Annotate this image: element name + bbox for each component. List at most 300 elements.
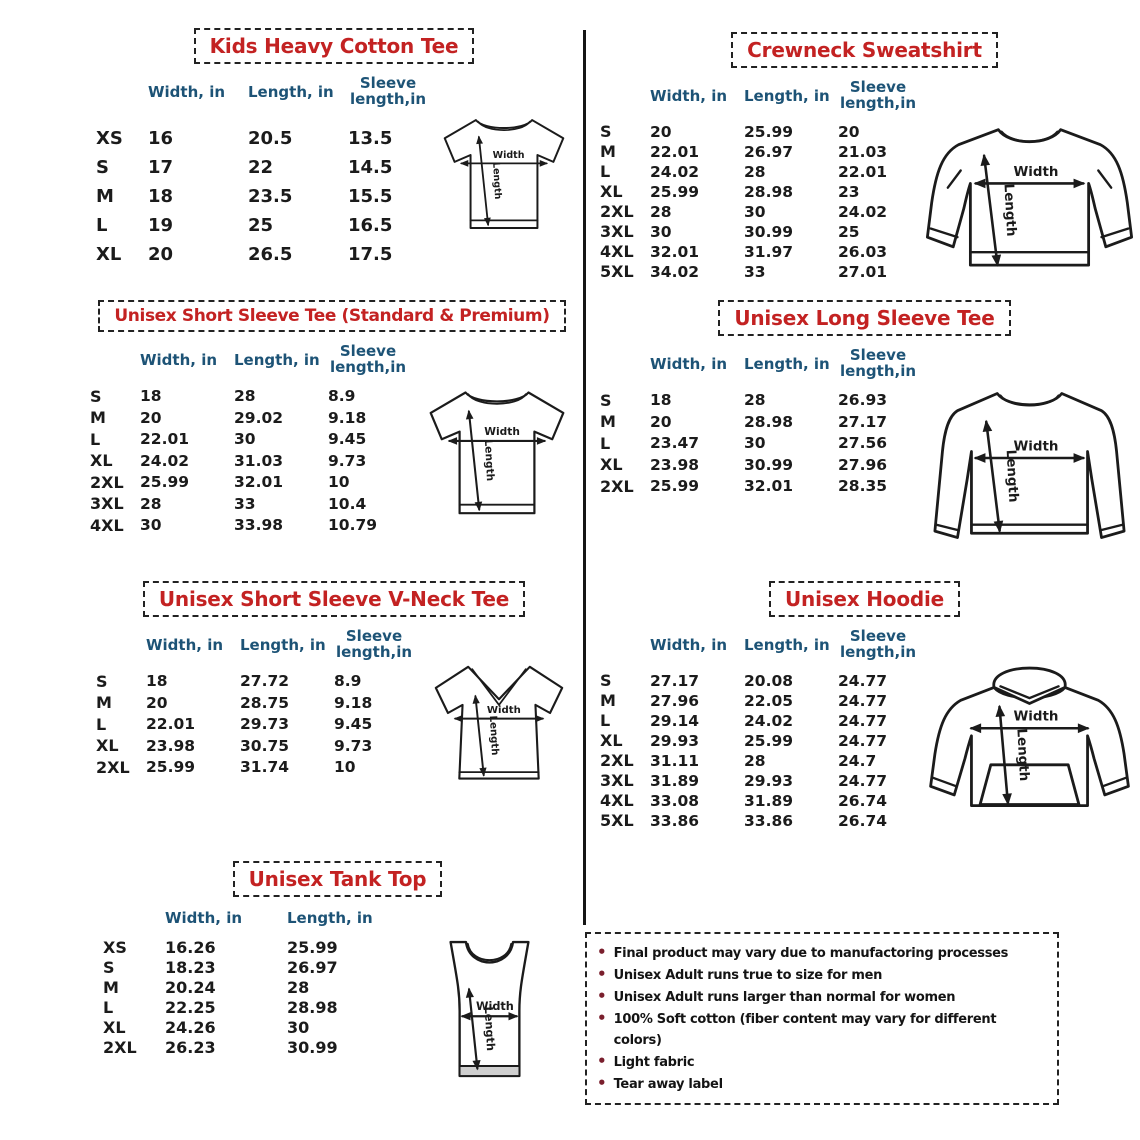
section-title-text: Unisex Tank Top — [248, 867, 427, 891]
section-title-text: Unisex Short Sleeve V-Neck Tee — [158, 587, 510, 611]
garment-drawing — [922, 106, 1137, 300]
measurement-value: 33.98 — [234, 516, 284, 535]
table-row — [96, 671, 418, 693]
measurement-value: 28.98 — [744, 412, 794, 431]
measurement-value: 29.02 — [234, 408, 284, 427]
size-label: S — [103, 957, 115, 977]
tank-top-illustration — [399, 933, 580, 1096]
measurement-value: 23.98 — [146, 736, 196, 755]
measurement-value: 9.18 — [334, 693, 373, 712]
size-label: L — [103, 997, 114, 1017]
table-row — [96, 124, 428, 153]
table-row — [103, 977, 399, 997]
measurement-value: 27.17 — [838, 412, 888, 431]
kids-tee-illustration — [428, 78, 580, 269]
table-row — [600, 142, 922, 162]
measurement-value: 30.99 — [287, 1037, 338, 1057]
note-item — [597, 1008, 1047, 1051]
measurement-value: 18.23 — [165, 957, 216, 977]
bullet-icon — [597, 964, 607, 985]
size-label: XL — [90, 451, 113, 471]
measurement-value: 13.5 — [348, 127, 393, 149]
section-content — [592, 80, 1137, 300]
measurement-value: 31.89 — [650, 771, 700, 790]
size-label: 2XL — [600, 751, 634, 770]
size-label: M — [96, 693, 112, 713]
section-title — [233, 861, 443, 897]
table-row — [600, 262, 922, 282]
size-label: 4XL — [600, 791, 634, 810]
vneck-tee-illustration — [418, 649, 580, 795]
length-label: Length — [1013, 728, 1032, 782]
measurement-value: 30.99 — [744, 455, 794, 474]
measurement-value: 28.35 — [838, 477, 888, 496]
table-row — [96, 211, 428, 240]
measurement-value: 26.97 — [287, 957, 338, 977]
measurement-value: 25 — [248, 214, 274, 236]
note-item — [597, 964, 1047, 986]
size-label: 2XL — [600, 476, 634, 496]
measurement-value: 31.03 — [234, 451, 284, 470]
bullet-icon — [597, 986, 607, 1007]
measurement-value: 26.03 — [838, 242, 888, 261]
size-label: XL — [600, 731, 623, 750]
note-text: 100% Soft cotton (fiber content may vary for different colors) — [613, 1012, 997, 1048]
length-label: Length — [1000, 183, 1019, 237]
section-title-text: Kids Heavy Cotton Tee — [209, 34, 459, 58]
table-row — [90, 450, 412, 472]
notes-box — [585, 932, 1059, 1105]
column-header: Sleeve length,in — [329, 342, 407, 376]
size-label: XL — [103, 1017, 126, 1037]
table-row — [600, 711, 922, 731]
column-header: Length, in — [744, 354, 830, 373]
measurement-value: 31.89 — [744, 791, 794, 810]
table-row — [90, 472, 412, 494]
measurement-value: 24.02 — [140, 451, 190, 470]
size-label: 2XL — [90, 472, 124, 492]
garment-drawing — [412, 368, 582, 536]
table-row — [103, 1037, 399, 1057]
measurement-value: 28 — [287, 977, 310, 997]
column-header: Width, in — [650, 635, 728, 654]
measurement-value: 25.99 — [146, 758, 196, 777]
length-label: Length — [481, 1006, 498, 1052]
measurement-value: 20 — [650, 122, 672, 141]
section-content — [82, 344, 582, 536]
measurement-value: 9.18 — [328, 408, 367, 427]
column-header: Width, in — [146, 635, 224, 654]
measurement-value: 25.99 — [140, 473, 190, 492]
note-text: Tear away label — [613, 1077, 723, 1092]
note-text: Unisex Adult runs larger than normal for women — [613, 990, 956, 1005]
size-label: 4XL — [600, 242, 634, 261]
measurement-value: 26.23 — [165, 1037, 216, 1057]
measurement-value: 20.08 — [744, 671, 794, 690]
measurement-value: 22.01 — [650, 142, 700, 161]
table-row — [600, 454, 922, 476]
size-label: S — [600, 390, 612, 410]
size-label: L — [600, 162, 611, 181]
measurement-value: 28 — [140, 494, 162, 513]
column-header: Sleeve length,in — [839, 627, 917, 661]
size-label: XS — [103, 937, 127, 957]
measurement-value: 27.56 — [838, 434, 888, 453]
table-row — [600, 433, 922, 455]
measurement-value: 34.02 — [650, 262, 700, 281]
section-title — [194, 28, 475, 64]
column-header: Length, in — [240, 635, 326, 654]
section-unisex-long-sleeve-tee — [592, 300, 1137, 566]
section-content — [88, 629, 580, 795]
section-title-text: Unisex Hoodie — [784, 587, 945, 611]
column-header: Length, in — [234, 350, 320, 369]
table-row — [96, 153, 428, 182]
garment-drawing — [922, 372, 1137, 566]
measurement-value: 32.01 — [650, 242, 700, 261]
column-header: Sleeve length,in — [335, 627, 413, 661]
table-row — [600, 162, 922, 182]
width-label: Width — [492, 150, 525, 162]
measurement-value: 16 — [148, 127, 174, 149]
width-label: Width — [484, 425, 520, 438]
measurement-value: 30 — [744, 202, 766, 221]
size-label: L — [96, 214, 108, 236]
measurement-value: 9.45 — [334, 715, 373, 734]
measurement-value: 31.11 — [650, 751, 700, 770]
measurement-value: 20 — [140, 408, 162, 427]
note-text: Final product may vary due to manufactoring processes — [613, 946, 1009, 961]
section-title — [718, 300, 1010, 336]
note-item — [597, 1051, 1047, 1073]
section-unisex-short-sleeve-tee — [82, 300, 582, 536]
size-label: L — [90, 429, 101, 449]
measurement-value: 8.9 — [328, 387, 356, 406]
size-label: M — [600, 412, 616, 432]
size-label: 5XL — [600, 811, 634, 830]
measurement-value: 33.86 — [744, 811, 794, 830]
table-row — [90, 515, 412, 537]
size-label: XS — [96, 127, 123, 149]
measurement-value: 20 — [148, 243, 174, 265]
size-label: 4XL — [90, 515, 124, 535]
measurement-value: 29.93 — [650, 731, 700, 750]
measurement-value: 25.99 — [744, 731, 794, 750]
section-content — [95, 909, 580, 1096]
measurement-value: 18 — [146, 672, 168, 691]
measurement-value: 28.98 — [744, 182, 794, 201]
measurement-value: 29.73 — [240, 715, 290, 734]
section-unisex-tank-top — [95, 861, 580, 1096]
measurement-value: 27.96 — [650, 691, 700, 710]
column-header: Sleeve length,in — [349, 74, 427, 108]
column-header: Length, in — [744, 86, 830, 105]
measurement-value: 28.98 — [287, 997, 338, 1017]
measurement-value: 24.77 — [838, 711, 888, 730]
measurement-value: 10 — [328, 473, 350, 492]
table-row — [600, 202, 922, 222]
measurement-value: 32.01 — [744, 477, 794, 496]
section-kids-heavy-cotton-tee — [88, 28, 580, 269]
section-title — [143, 581, 525, 617]
bullet-icon — [597, 1008, 607, 1029]
size-label: S — [90, 386, 102, 406]
measurement-value: 22.05 — [744, 691, 794, 710]
size-label: L — [600, 711, 611, 730]
column-header: Width, in — [650, 354, 728, 373]
note-text: Unisex Adult runs true to size for men — [613, 968, 883, 983]
measurement-value: 22.01 — [146, 715, 196, 734]
length-label: Length — [490, 161, 504, 200]
section-crewneck-sweatshirt — [592, 32, 1137, 300]
section-content — [592, 629, 1137, 847]
measurement-value: 23.47 — [650, 434, 700, 453]
measurement-value: 29.14 — [650, 711, 700, 730]
measurement-value: 26.93 — [838, 391, 888, 410]
note-text: Light fabric — [613, 1055, 695, 1070]
measurement-value: 25.99 — [287, 937, 338, 957]
measurement-value: 30 — [234, 430, 256, 449]
measurement-value: 24.7 — [838, 751, 877, 770]
measurement-value: 30 — [287, 1017, 310, 1037]
section-title-text: Unisex Long Sleeve Tee — [734, 306, 995, 330]
table-row — [96, 692, 418, 714]
column-header: Length, in — [287, 909, 373, 927]
measurement-value: 20.5 — [248, 127, 293, 149]
note-item — [597, 1073, 1047, 1095]
hoodie-illustration — [922, 653, 1137, 847]
measurement-value: 22 — [248, 156, 274, 178]
column-header: Sleeve length,in — [839, 346, 917, 380]
measurement-value: 30 — [650, 222, 672, 241]
measurement-value: 28 — [744, 751, 766, 770]
measurement-value: 28 — [744, 391, 766, 410]
table-row — [96, 735, 418, 757]
sweatshirt-illustration — [922, 106, 1137, 300]
table-row — [96, 714, 418, 736]
measurement-value: 28.75 — [240, 693, 290, 712]
table-row — [600, 751, 922, 771]
size-label: 3XL — [600, 222, 634, 241]
column-header: Sleeve length,in — [839, 78, 917, 112]
measurement-value: 16.5 — [348, 214, 393, 236]
table-row — [600, 811, 922, 831]
measurement-value: 23.5 — [248, 185, 293, 207]
measurement-value: 22.01 — [838, 162, 888, 181]
garment-drawing — [418, 649, 580, 795]
measurement-value: 24.02 — [838, 202, 888, 221]
measurement-value: 29.93 — [744, 771, 794, 790]
measurement-value: 10 — [334, 758, 356, 777]
section-unisex-vneck-tee — [88, 581, 580, 795]
table-row — [600, 182, 922, 202]
size-table — [96, 629, 418, 795]
measurement-value: 17 — [148, 156, 174, 178]
measurement-value: 19 — [148, 214, 174, 236]
measurement-value: 24.77 — [838, 771, 888, 790]
size-label: XL — [96, 736, 119, 756]
measurement-value: 9.45 — [328, 430, 367, 449]
garment-drawing — [428, 78, 580, 269]
measurement-value: 24.26 — [165, 1017, 216, 1037]
table-row — [103, 937, 399, 957]
section-unisex-hoodie — [592, 581, 1137, 847]
table-row — [600, 771, 922, 791]
length-label: Length — [486, 715, 500, 756]
garment-drawing — [399, 933, 580, 1096]
table-row — [600, 671, 922, 691]
measurement-value: 24.77 — [838, 731, 888, 750]
measurement-value: 27.72 — [240, 672, 290, 691]
table-row — [90, 407, 412, 429]
size-label: 2XL — [103, 1037, 137, 1057]
measurement-value: 33 — [234, 494, 256, 513]
column-header: Width, in — [165, 909, 243, 927]
measurement-value: 33.08 — [650, 791, 700, 810]
section-title — [769, 581, 960, 617]
table-row — [103, 957, 399, 977]
table-row — [96, 182, 428, 211]
measurement-value: 22.01 — [140, 430, 190, 449]
column-header: Width, in — [148, 82, 226, 101]
size-label: M — [103, 977, 119, 997]
measurement-value: 27.17 — [650, 671, 700, 690]
bullet-icon — [597, 1051, 607, 1072]
size-label: 3XL — [90, 494, 124, 514]
size-table — [600, 80, 922, 300]
measurement-value: 15.5 — [348, 185, 393, 207]
table-row — [96, 240, 428, 269]
measurement-value: 24.77 — [838, 691, 888, 710]
section-title — [731, 32, 998, 68]
section-content — [592, 348, 1137, 566]
measurement-value: 17.5 — [348, 243, 393, 265]
column-header: Width, in — [140, 350, 218, 369]
size-label: S — [600, 671, 612, 690]
measurement-value: 9.73 — [328, 451, 367, 470]
measurement-value: 31.74 — [240, 758, 290, 777]
size-table — [90, 344, 412, 536]
size-label: M — [600, 691, 616, 710]
table-row — [96, 757, 418, 779]
length-label: Length — [481, 439, 498, 482]
size-label: S — [96, 156, 109, 178]
measurement-value: 24.77 — [838, 671, 888, 690]
note-item — [597, 942, 1047, 964]
measurement-value: 30 — [140, 516, 162, 535]
column-header: Length, in — [248, 82, 334, 101]
measurement-value: 28 — [744, 162, 766, 181]
measurement-value: 26.5 — [248, 243, 293, 265]
long-sleeve-tee-illustration — [922, 372, 1137, 566]
measurement-value: 20 — [146, 693, 168, 712]
size-label: 3XL — [600, 771, 634, 790]
measurement-value: 8.9 — [334, 672, 362, 691]
measurement-value: 24.02 — [650, 162, 700, 181]
table-row — [103, 997, 399, 1017]
measurement-value: 20 — [838, 122, 860, 141]
width-label: Width — [1013, 439, 1059, 455]
measurement-value: 24.02 — [744, 711, 794, 730]
length-label: Length — [1002, 449, 1021, 503]
bullet-icon — [597, 1073, 607, 1094]
measurement-value: 26.74 — [838, 811, 888, 830]
table-row — [600, 691, 922, 711]
measurement-value: 10.4 — [328, 494, 367, 513]
size-table — [600, 629, 922, 847]
measurement-value: 31.97 — [744, 242, 794, 261]
measurement-value: 18 — [650, 391, 672, 410]
measurement-value: 14.5 — [348, 156, 393, 178]
table-row — [90, 429, 412, 451]
size-table — [103, 909, 399, 1096]
note-item — [597, 986, 1047, 1008]
measurement-value: 27.01 — [838, 262, 888, 281]
section-title-text: Crewneck Sweatshirt — [747, 38, 982, 62]
table-row — [103, 1017, 399, 1037]
width-label: Width — [1013, 164, 1059, 180]
measurement-value: 25.99 — [744, 122, 794, 141]
section-content — [88, 76, 580, 269]
table-row — [90, 493, 412, 515]
size-label: XL — [600, 455, 623, 475]
table-row — [600, 122, 922, 142]
measurement-value: 33.86 — [650, 811, 700, 830]
table-row — [600, 390, 922, 412]
width-label: Width — [486, 704, 521, 716]
measurement-value: 22.25 — [165, 997, 216, 1017]
notes-list — [597, 942, 1047, 1095]
measurement-value: 25.99 — [650, 182, 700, 201]
table-row — [90, 386, 412, 408]
table-row — [600, 731, 922, 751]
size-label: 5XL — [600, 262, 634, 281]
measurement-value: 25.99 — [650, 477, 700, 496]
width-label: Width — [475, 999, 514, 1013]
table-row — [600, 411, 922, 433]
measurement-value: 18 — [148, 185, 174, 207]
size-label: M — [600, 142, 616, 161]
measurement-value: 27.96 — [838, 455, 888, 474]
measurement-value: 21.03 — [838, 142, 888, 161]
size-label: XL — [96, 243, 122, 265]
size-label: 2XL — [96, 757, 130, 777]
width-label: Width — [1013, 709, 1059, 725]
size-table — [600, 348, 922, 566]
measurement-value: 20.24 — [165, 977, 216, 997]
garment-drawing — [922, 653, 1137, 847]
measurement-value: 23.98 — [650, 455, 700, 474]
size-label: L — [96, 714, 107, 734]
table-row — [600, 791, 922, 811]
measurement-value: 10.79 — [328, 516, 378, 535]
size-label: 2XL — [600, 202, 634, 221]
table-row — [600, 242, 922, 262]
measurement-value: 23 — [838, 182, 860, 201]
column-header: Width, in — [650, 86, 728, 105]
size-label: XL — [600, 182, 623, 201]
measurement-value: 9.73 — [334, 736, 373, 755]
size-label: S — [600, 122, 612, 141]
measurement-value: 32.01 — [234, 473, 284, 492]
table-row — [600, 222, 922, 242]
size-label: M — [90, 408, 106, 428]
measurement-value: 26.97 — [744, 142, 794, 161]
bullet-icon — [597, 942, 607, 963]
table-row — [600, 476, 922, 498]
measurement-value: 28 — [650, 202, 672, 221]
section-title — [98, 300, 565, 332]
